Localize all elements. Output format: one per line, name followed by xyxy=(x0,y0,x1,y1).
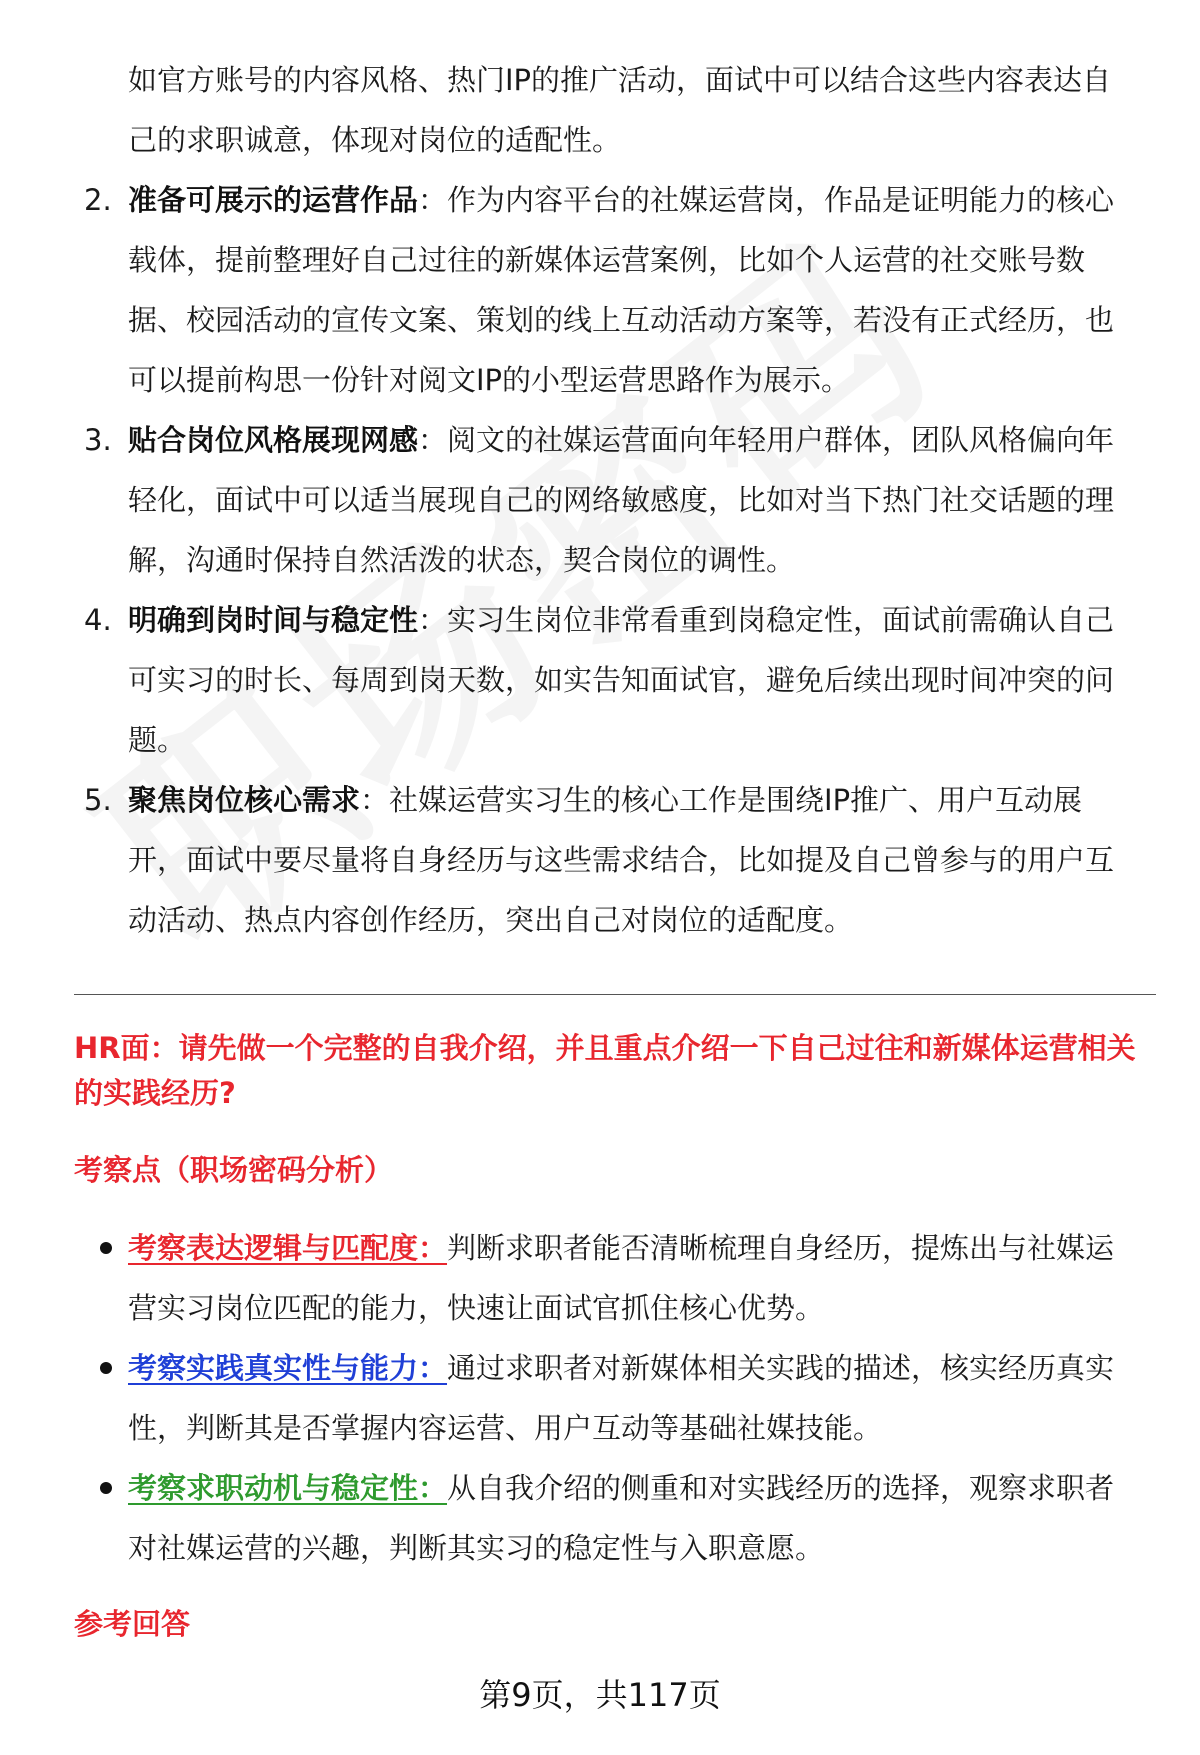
tip-item-4 xyxy=(84,590,1138,770)
tip-text: ：阅文的社媒运营面向年轻用户群体，团队风格偏向年轻化，面试中可以适当展现自己的网络敏感度，比如对当下热门社交话题的理解，沟通时保持自然活泼的状态，契合岗位的调性。 xyxy=(128,423,1115,577)
hr-question: HR面：请先做一个完整的自我介绍，并且重点介绍一下自己过往和新媒体运营相关的实践经历? xyxy=(74,1031,1136,1110)
tip-number: 4. xyxy=(84,603,112,637)
examine-point-label: 考察表达逻辑与匹配度： xyxy=(128,1231,448,1265)
examine-point xyxy=(84,1338,1138,1458)
examine-point xyxy=(84,1458,1138,1578)
examine-point-text: 从自我介绍的侧重和对实践经历的选择，观察求职者对社媒运营的兴趣，判断其实习的稳定性与入职意愿。 xyxy=(128,1471,1115,1565)
examine-point xyxy=(84,1218,1138,1338)
tip-item-3 xyxy=(84,410,1138,590)
tip-item-5 xyxy=(84,770,1138,950)
examine-point-label: 考察求职动机与稳定性： xyxy=(128,1471,448,1505)
tip-number: 3. xyxy=(84,423,112,457)
page-footer: 第9页，共117页 xyxy=(479,1676,721,1714)
examine-point-text: 判断求职者能否清晰梳理自身经历，提炼出与社媒运营实习岗位匹配的能力，快速让面试官抓住核心优势。 xyxy=(128,1231,1115,1325)
tip-text: ：作为内容平台的社媒运营岗，作品是证明能力的核心载体，提前整理好自己过往的新媒体运营案例，比如个人运营的社交账号数据、校园活动的宣传文案、策划的线上互动活动方案等，若没有正式经历，也可以提前构思一份针对阅文IP的小型运营思路作为展示。 xyxy=(128,183,1115,397)
tip-title: 准备可展示的运营作品 xyxy=(128,183,419,217)
bullet-dot-icon xyxy=(100,1482,112,1494)
section-divider xyxy=(74,994,1156,995)
tip-number: 5. xyxy=(84,783,112,817)
tip-number: 2. xyxy=(84,183,112,217)
bullet-dot-icon xyxy=(100,1242,112,1254)
tip-title: 明确到岗时间与稳定性 xyxy=(128,603,419,637)
examine-heading: 考察点（职场密码分析） xyxy=(74,1153,394,1187)
tip-title: 贴合岗位风格展现网感 xyxy=(128,423,419,457)
reference-heading: 参考回答 xyxy=(74,1607,191,1641)
tip-text: ：社媒运营实习生的核心工作是围绕IP推广、用户互动展开，面试中要尽量将自身经历与这些需求结合，比如提及自己曾参与的用户互动活动、热点内容创作经历，突出自己对岗位的适配度。 xyxy=(128,783,1115,937)
examine-point-text: 通过求职者对新媒体相关实践的描述，核实经历真实性，判断其是否掌握内容运营、用户互动等基础社媒技能。 xyxy=(128,1351,1115,1445)
tip-item-2 xyxy=(84,170,1138,410)
examine-point-label: 考察实践真实性与能力： xyxy=(128,1351,448,1385)
tip-text: ：实习生岗位非常看重到岗稳定性，面试前需确认自己可实习的时长、每周到岗天数，如实告知面试官，避免后续出现时间冲突的问题。 xyxy=(128,603,1115,757)
intro-continuation: 如官方账号的内容风格、热门IP的推广活动，面试中可以结合这些内容表达自己的求职诚意，体现对岗位的适配性。 xyxy=(128,63,1112,157)
bullet-dot-icon xyxy=(100,1362,112,1374)
tip-title: 聚焦岗位核心需求 xyxy=(128,783,361,817)
